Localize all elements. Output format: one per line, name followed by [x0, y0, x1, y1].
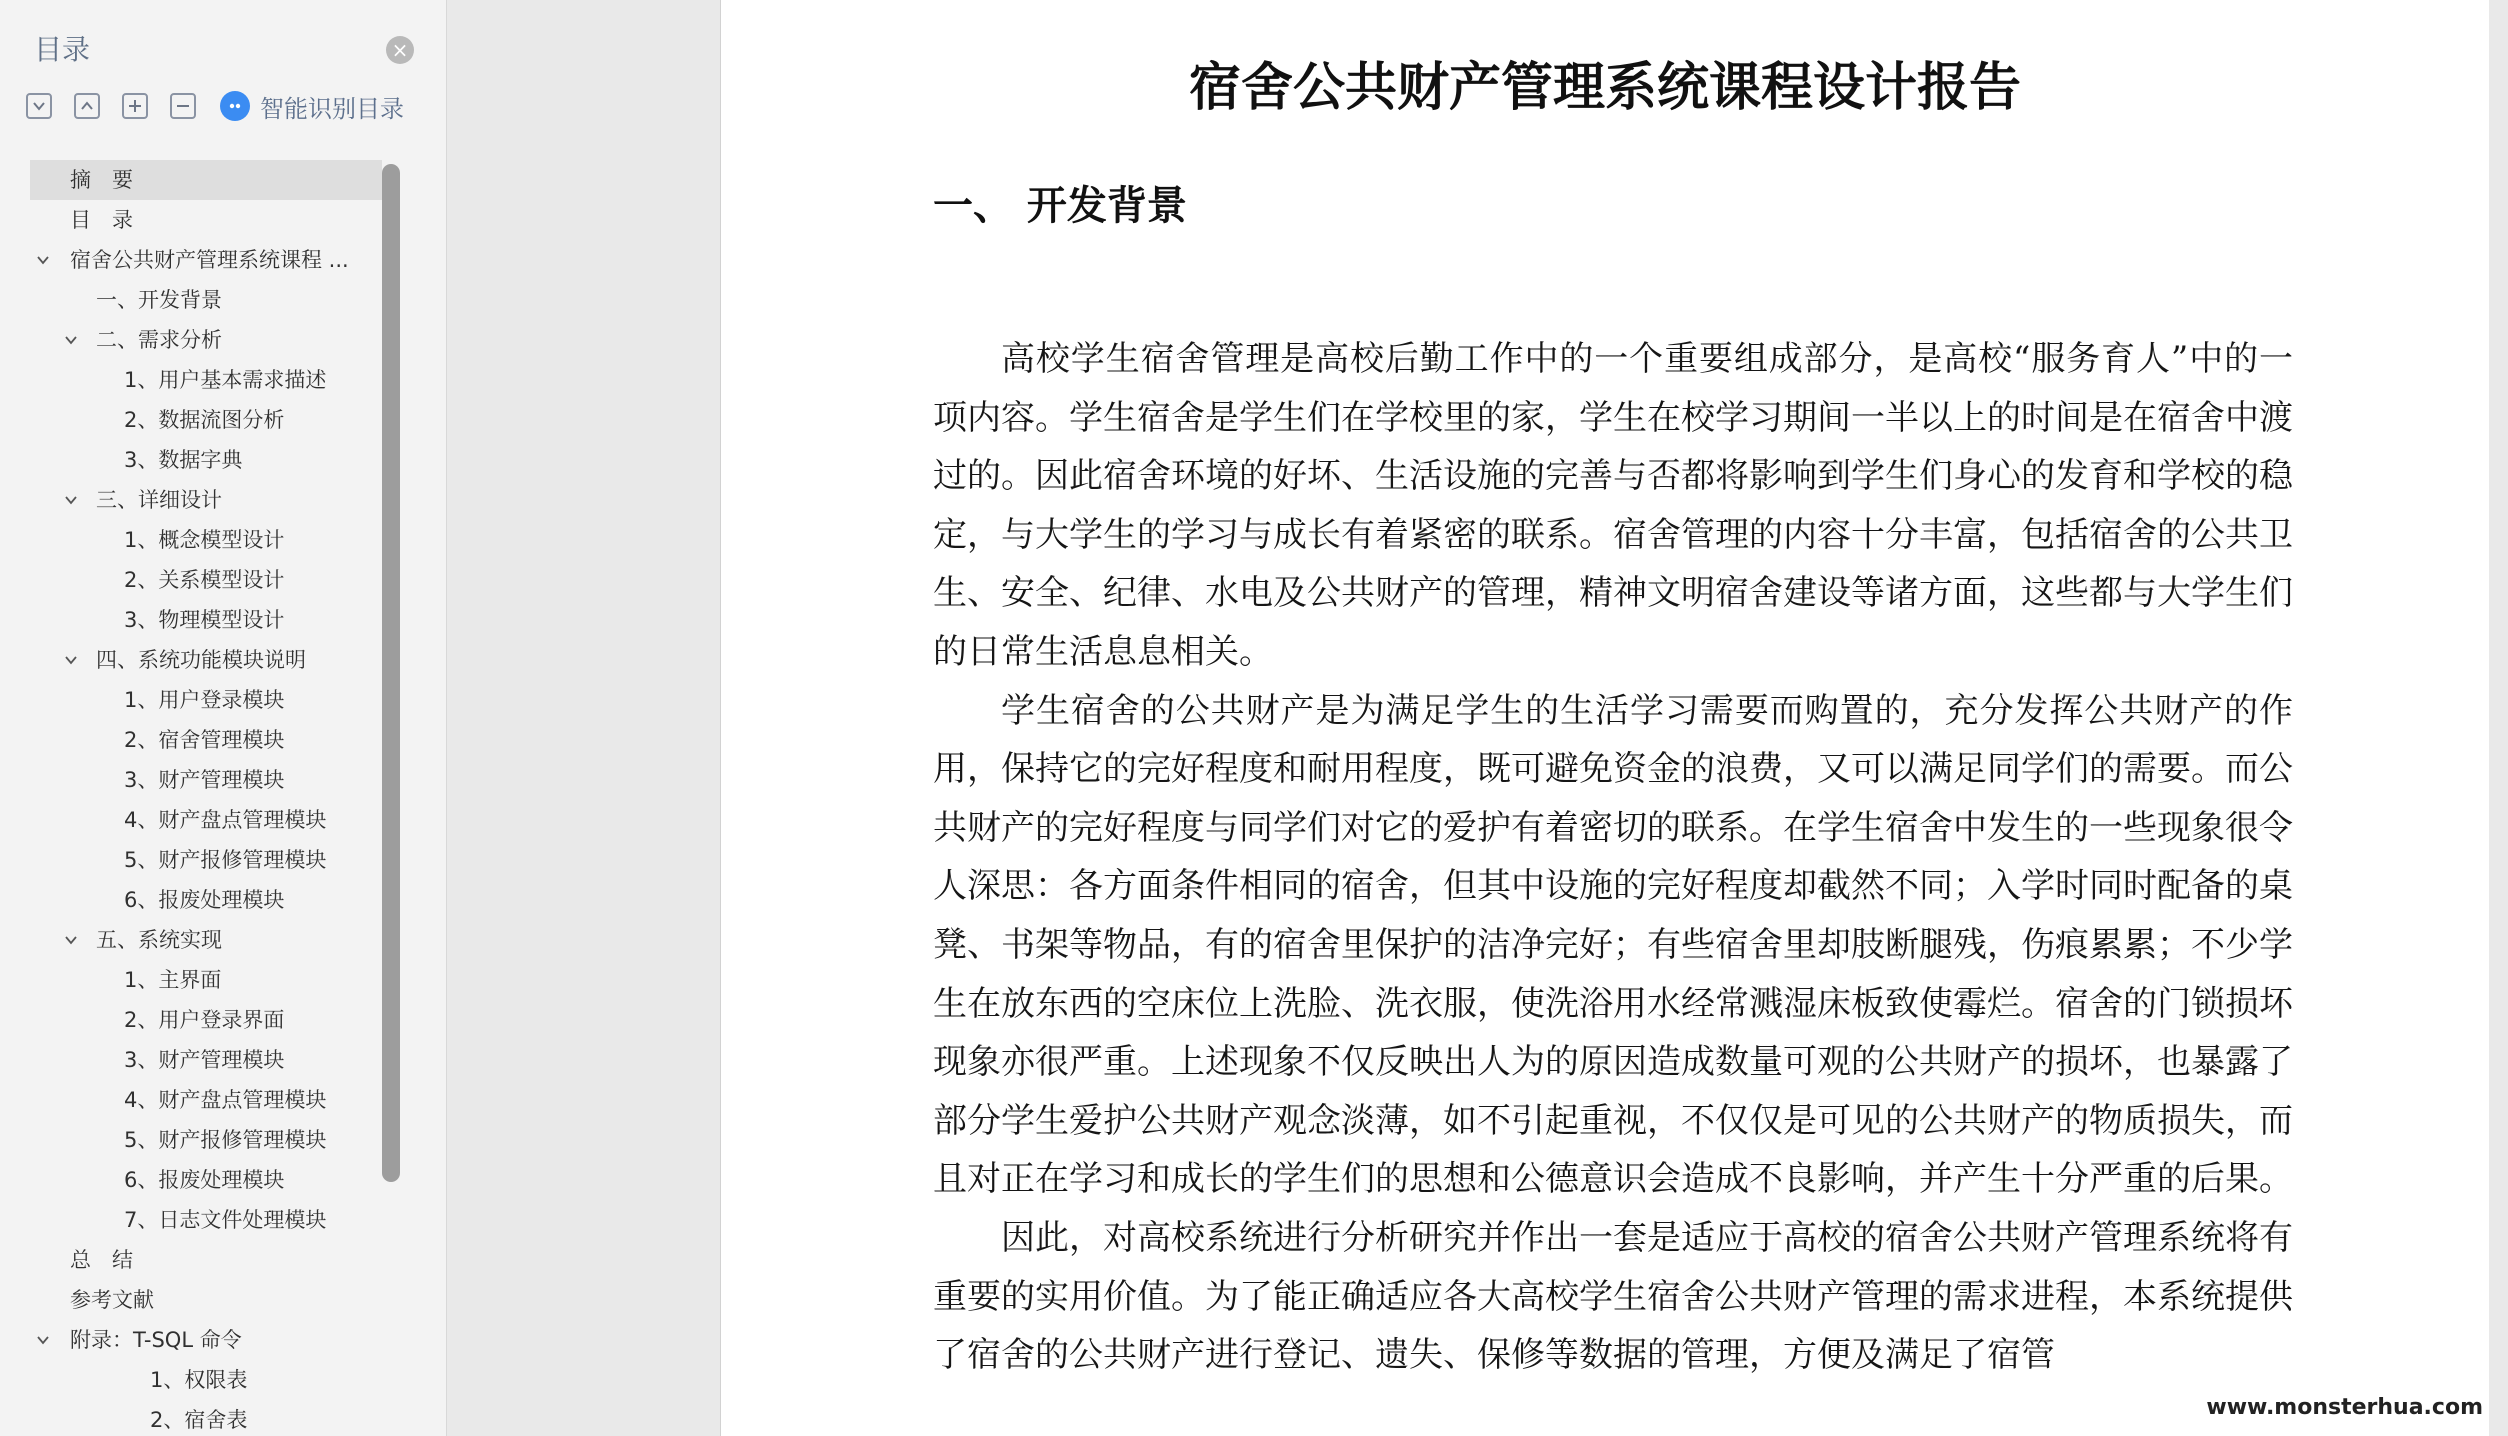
- toc-item[interactable]: [30, 760, 382, 800]
- chevron-down-icon[interactable]: [32, 1320, 54, 1360]
- sidebar-scrollbar[interactable]: [382, 164, 400, 1182]
- toc-item[interactable]: [30, 720, 382, 760]
- toc-item[interactable]: [30, 280, 382, 320]
- toc-item-label: 总 结: [70, 1248, 133, 1272]
- toc-item-label: 6、报废处理模块: [124, 1168, 285, 1192]
- document-body: [933, 330, 2293, 1385]
- toc-item[interactable]: [30, 240, 382, 280]
- toc-item-label: 3、财产管理模块: [124, 1048, 285, 1072]
- toc-item-label: 2、宿舍管理模块: [124, 728, 285, 752]
- toc-item[interactable]: [30, 200, 382, 240]
- toc-item[interactable]: [30, 1160, 382, 1200]
- toc-item[interactable]: [30, 1280, 382, 1320]
- toc-sidebar: [0, 0, 447, 1436]
- toc-item[interactable]: [30, 800, 382, 840]
- toc-item[interactable]: [30, 440, 382, 480]
- toc-item-label: 2、数据流图分析: [124, 408, 285, 432]
- sidebar-title: 目录: [34, 33, 91, 66]
- smart-toc-button[interactable]: [220, 89, 404, 124]
- smart-toc-label: 智能识别目录: [260, 94, 404, 123]
- toc-item[interactable]: [30, 840, 382, 880]
- section-heading: 一、 开发背景: [933, 183, 1187, 229]
- toc-item-label: 1、主界面: [124, 968, 222, 992]
- toc-item[interactable]: [30, 560, 382, 600]
- toc-item-label: 1、概念模型设计: [124, 528, 285, 552]
- toc-item[interactable]: [30, 920, 382, 960]
- watermark: www.monsterhua.com: [2200, 1395, 2489, 1420]
- toc-item-label: 目 录: [70, 208, 133, 232]
- toc-item-label: 3、财产管理模块: [124, 768, 285, 792]
- chevron-down-icon[interactable]: [60, 640, 82, 680]
- toc-item-label: 3、物理模型设计: [124, 608, 285, 632]
- toc-item[interactable]: [30, 520, 382, 560]
- toc-item-label: 5、财产报修管理模块: [124, 848, 327, 872]
- toc-item[interactable]: [30, 600, 382, 640]
- chevron-down-icon[interactable]: [60, 920, 82, 960]
- toc-item-label: 三、详细设计: [96, 488, 222, 512]
- toc-item-label: 参考文献: [70, 1288, 154, 1312]
- toc-item[interactable]: [30, 880, 382, 920]
- toc-item[interactable]: [30, 320, 382, 360]
- toc-item-label: 3、数据字典: [124, 448, 243, 472]
- toc-list: [30, 160, 382, 1436]
- document-title: 宿舍公共财产管理系统课程设计报告: [1188, 58, 2021, 118]
- toc-item-label: 四、系统功能模块说明: [96, 648, 306, 672]
- collapse-all-icon[interactable]: [74, 93, 100, 119]
- toc-item-label: 二、需求分析: [96, 328, 222, 352]
- toc-item[interactable]: [30, 640, 382, 680]
- chevron-down-icon[interactable]: [60, 320, 82, 360]
- toc-item[interactable]: [30, 400, 382, 440]
- toc-item-label: 1、用户基本需求描述: [124, 368, 327, 392]
- toc-item-label: 一、开发背景: [96, 288, 222, 312]
- toc-item[interactable]: [30, 1400, 382, 1436]
- chevron-down-icon[interactable]: [32, 240, 54, 280]
- toc-item[interactable]: [30, 1200, 382, 1240]
- toc-item[interactable]: [30, 1360, 382, 1400]
- toc-item[interactable]: [30, 960, 382, 1000]
- toc-item-label: 2、关系模型设计: [124, 568, 285, 592]
- toc-item[interactable]: [30, 1040, 382, 1080]
- toc-item-label: 4、财产盘点管理模块: [124, 1088, 327, 1112]
- toc-item[interactable]: [30, 1240, 382, 1280]
- toc-item[interactable]: [30, 480, 382, 520]
- toc-item[interactable]: [30, 1320, 382, 1360]
- toc-item-label: 6、报废处理模块: [124, 888, 285, 912]
- toc-item[interactable]: [30, 360, 382, 400]
- add-entry-icon[interactable]: [122, 93, 148, 119]
- sidebar-header: [34, 30, 414, 70]
- toc-item-label: 附录：T-SQL 命令: [70, 1328, 242, 1352]
- paragraph: 高校学生宿舍管理是高校后勤工作中的一个重要组成部分，是高校“服务育人”中的一项内容。学生宿舍是学生们在学校里的家，学生在校学习期间一半以上的时间是在宿舍中渡过的。因此宿舍环境的好坏、生活设施的完善与否都将影响到学生们身心的发育和学校的稳定，与大学生的学习与成长有着紧密的联系。宿舍管理的内容十分丰富，包括宿舍的公共卫生、安全、纪律、水电及公共财产的管理，精神文明宿舍建设等诸方面，这些都与大学生们的日常生活息息相关。: [933, 339, 2293, 672]
- toc-item-label: 5、财产报修管理模块: [124, 1128, 327, 1152]
- toc-item[interactable]: [30, 1120, 382, 1160]
- toc-item-label: 1、权限表: [150, 1368, 248, 1392]
- expand-all-icon[interactable]: [26, 93, 52, 119]
- chevron-down-icon[interactable]: [60, 480, 82, 520]
- sidebar-toolbar: [26, 90, 404, 122]
- toc-item-label: 摘 要: [70, 168, 133, 192]
- paragraph: 因此，对高校系统进行分析研究并作出一套是适应于高校的宿舍公共财产管理系统将有重要的实用价值。为了能正确适应各大高校学生宿舍公共财产管理的需求进程，本系统提供了宿舍的公共财产进行登记、遗失、保修等数据的管理，方便及满足了宿管: [933, 1217, 2293, 1376]
- ai-icon: [220, 91, 250, 121]
- toc-item-label: 1、用户登录模块: [124, 688, 285, 712]
- toc-item-label: 2、用户登录界面: [124, 1008, 285, 1032]
- toc-item[interactable]: [30, 680, 382, 720]
- toc-item[interactable]: [30, 1080, 382, 1120]
- toc-item-label: 4、财产盘点管理模块: [124, 808, 327, 832]
- close-icon[interactable]: ×: [386, 36, 414, 64]
- toc-item[interactable]: [30, 160, 382, 200]
- toc-item-label: 7、日志文件处理模块: [124, 1208, 327, 1232]
- toc-item[interactable]: [30, 1000, 382, 1040]
- toc-item-label: 五、系统实现: [96, 928, 222, 952]
- document-page: [720, 0, 2489, 1436]
- remove-entry-icon[interactable]: [170, 93, 196, 119]
- paragraph: 学生宿舍的公共财产是为满足学生的生活学习需要而购置的，充分发挥公共财产的作用，保持它的完好程度和耐用程度，既可避免资金的浪费，又可以满足同学们的需要。而公共财产的完好程度与同学们对它的爱护有着密切的联系。在学生宿舍中发生的一些现象很令人深思：各方面条件相同的宿舍，但其中设施的完好程度却截然不同；入学时同时配备的桌凳、书架等物品，有的宿舍里保护的洁净完好；有些宿舍里却肢断腿残，伤痕累累；不少学生在放东西的空床位上洗脸、洗衣服，使洗浴用水经常溅湿床板致使霉烂。宿舍的门锁损坏现象亦很严重。上述现象不仅反映出人为的原因造成数量可观的公共财产的损坏，也暴露了部分学生爱护公共财产观念淡薄，如不引起重视，不仅仅是可见的公共财产的物质损失，而且对正在学习和成长的学生们的思想和公德意识会造成不良影响，并产生十分严重的后果。: [933, 690, 2293, 1200]
- toc-item-label: 宿舍公共财产管理系统课程 ...: [70, 248, 349, 272]
- toc-item-label: 2、宿舍表: [150, 1408, 248, 1432]
